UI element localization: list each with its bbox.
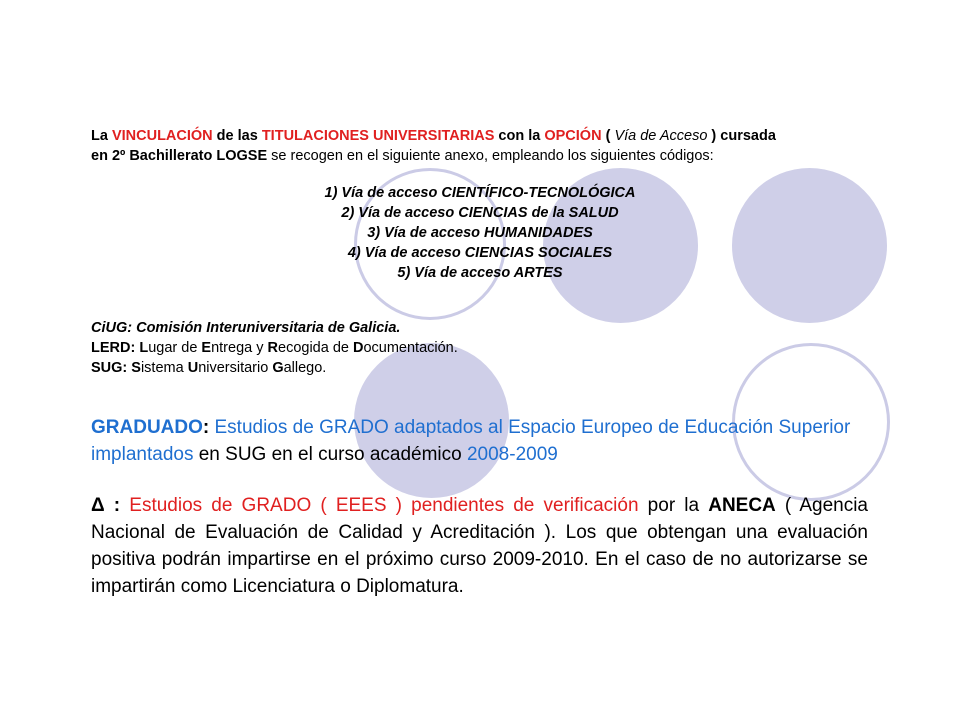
graduado-label: GRADUADO [91,417,203,438]
access-route-item: 1) Vía de acceso CIENTÍFICO-TECNOLÓGICA [324,185,636,201]
intro-line-2: en 2º Bachillerato LOGSE se recogen en el siguiente anexo, empleando los siguientes códigos: [91,148,714,164]
graduado-description: Estudios de GRADO adaptados al Espacio Europeo de Educación Superior implantados [91,417,851,465]
graduado-paragraph: GRADUADO: Estudios de GRADO adaptados al Espacio Europeo de Educación Superior implantados en SUG en el curso académico 2008-2009 [91,417,851,465]
abbr-sug: SUG: Sistema Universitario Gallego. [91,360,327,376]
access-route-item: 5) Vía de acceso ARTES [397,265,563,281]
access-routes-list [0,183,960,283]
delta-paragraph: Δ : Estudios de GRADO ( EEES ) pendientes de verificación por la ANECA ( Agencia Nacional de Evaluación de Calidad y Acreditación ). Los que obtengan una evaluación positiva podrán impartirse en el próximo curso 2009-2010. En el caso de no autorizarse se impartirán como Licenciatura o Diplomatura. [91,495,868,597]
keyword-opcion: OPCIÓN [544,128,602,144]
delta-red-text: Estudios de GRADO ( EEES ) pendientes de verificación [129,495,639,516]
delta-symbol: Δ [91,495,105,516]
abbr-ciug: CiUG: Comisión Interuniversitaria de Galicia. [91,320,401,336]
abbreviations-list [91,318,458,378]
keyword-titulaciones: TITULACIONES UNIVERSITARIAS [261,128,495,144]
access-route-item: 3) Vía de acceso HUMANIDADES [367,225,593,241]
abbr-lerd: LERD: Lugar de Entrega y Recogida de Documentación. [91,340,458,356]
via-de-acceso-text: Vía de Acceso [614,128,708,144]
graduado-year: 2008-2009 [466,444,558,465]
intro-line-1: La VINCULACIÓN de las TITULACIONES UNIVERSITARIAS con la OPCIÓN ( Vía de Acceso ) cursada [91,128,776,144]
intro-paragraph [91,126,871,166]
aneca-label: ANECA [708,495,776,516]
keyword-vinculacion: VINCULACIÓN [111,128,213,144]
access-route-item: 2) Vía de acceso CIENCIAS de la SALUD [341,205,619,221]
access-route-item: 4) Vía de acceso CIENCIAS SOCIALES [347,245,613,261]
